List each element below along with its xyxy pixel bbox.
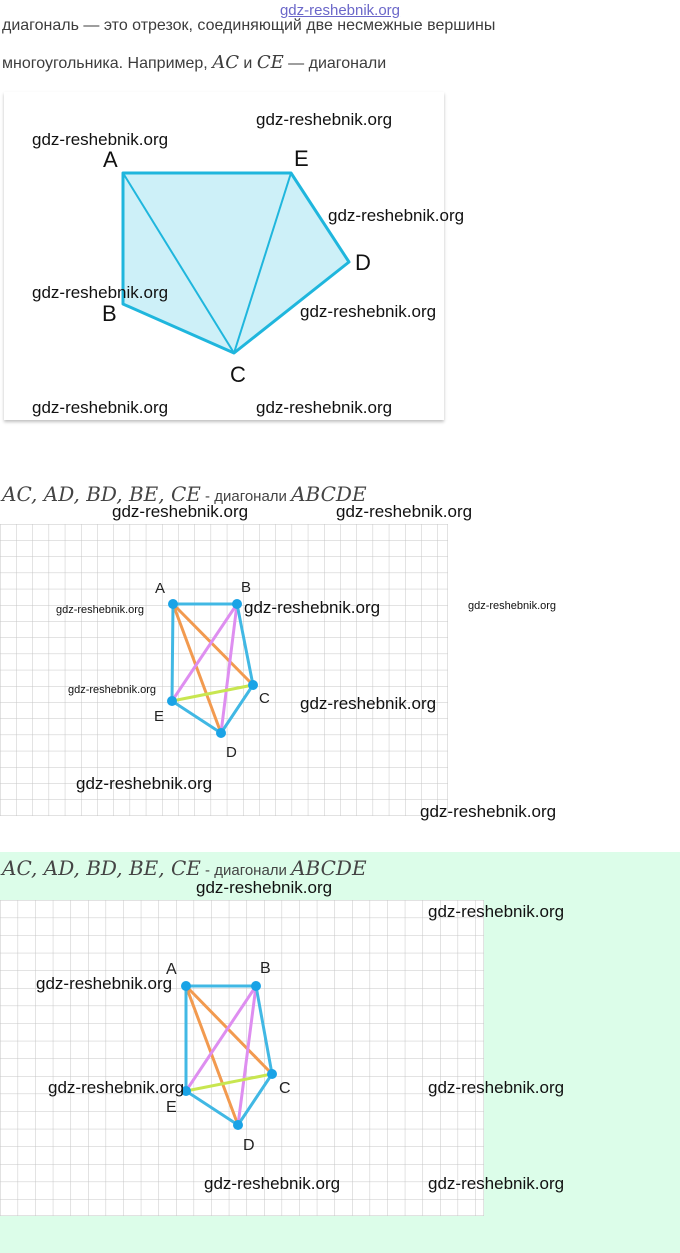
watermark: gdz-reshebnik.org: [328, 206, 465, 225]
grid-figure-1-svg: [0, 524, 448, 816]
watermark: gdz-reshebnik.org: [300, 302, 437, 321]
grid-figure-1: [0, 524, 448, 816]
grid-figure-2: [0, 900, 484, 1216]
watermark: gdz-reshebnik.org: [420, 802, 557, 821]
vertex-point-a: [181, 981, 191, 991]
intro-line-2: [2, 52, 386, 73]
figure2-heading-diagonals: AC, AD, BD, BE, CE: [2, 482, 201, 506]
watermark: gdz-reshebnik.org: [56, 604, 145, 616]
figure3-heading-polygon: ABCDE: [291, 856, 367, 880]
vertex-point-b: [232, 599, 242, 609]
vertex-label-e: E: [294, 146, 309, 171]
watermark: gdz-reshebnik.org: [244, 598, 381, 617]
diagonal-ce: CE: [256, 52, 284, 73]
vertex-label-b: B: [102, 301, 117, 326]
figure3-heading-diagonals: AC, AD, BD, BE, CE: [2, 856, 201, 880]
intro-and: и: [238, 55, 257, 72]
vertex-point-c: [248, 680, 258, 690]
intro-text-after: — диагонали: [283, 55, 387, 72]
vertex-label-c: C: [279, 1080, 291, 1097]
intro-text-before: многоугольника. Например,: [2, 55, 213, 72]
figure2-heading-text: - диагонали: [200, 488, 292, 505]
watermark: gdz-reshebnik.org: [428, 902, 565, 921]
watermark: gdz-reshebnik.org: [112, 502, 249, 521]
grid-background: [0, 900, 484, 1216]
watermark: gdz-reshebnik.org: [300, 694, 437, 713]
vertex-point-d: [216, 728, 226, 738]
grid-figure-2-svg: [0, 900, 484, 1216]
figure2-heading-polygon: ABCDE: [291, 482, 367, 506]
watermark: gdz-reshebnik.org: [204, 1174, 341, 1193]
watermark: gdz-reshebnik.org: [76, 774, 213, 793]
watermark: gdz-reshebnik.org: [256, 398, 393, 417]
vertex-point-e: [167, 696, 177, 706]
vertex-point-c: [267, 1069, 277, 1079]
watermark: gdz-reshebnik.org: [428, 1174, 565, 1193]
watermark: gdz-reshebnik.org: [256, 110, 393, 129]
vertex-label-d: D: [243, 1137, 255, 1154]
vertex-label-c: C: [230, 362, 246, 387]
watermark: gdz-reshebnik.org: [48, 1078, 185, 1097]
figure3-heading: [2, 856, 367, 880]
vertex-label-a: A: [166, 961, 177, 978]
watermark: gdz-reshebnik.org: [32, 283, 169, 302]
site-link[interactable]: gdz-reshebnik.org: [279, 2, 401, 19]
vertex-label-d: D: [355, 250, 371, 275]
watermark: gdz-reshebnik.org: [32, 398, 169, 417]
diagonal-ac: AC: [212, 52, 239, 73]
vertex-label-c: C: [259, 690, 270, 707]
vertex-label-b: B: [260, 960, 271, 977]
watermark: gdz-reshebnik.org: [468, 600, 557, 612]
figure3-heading-text: - диагонали: [200, 862, 292, 879]
grid-background: [0, 524, 448, 816]
watermark: gdz-reshebnik.org: [32, 130, 169, 149]
vertex-point-d: [233, 1120, 243, 1130]
pentagon-shape: [123, 173, 349, 353]
intro-line-1: диагональ — это отрезок, соединяющий две несмежные вершины: [2, 17, 496, 34]
vertex-point-b: [251, 981, 261, 991]
vertex-label-e: E: [154, 708, 165, 725]
vertex-label-a: A: [103, 147, 118, 172]
vertex-point-a: [168, 599, 178, 609]
vertex-label-b: B: [241, 579, 252, 596]
vertex-label-a: A: [155, 580, 166, 597]
watermark: gdz-reshebnik.org: [196, 878, 333, 897]
watermark: gdz-reshebnik.org: [36, 974, 173, 993]
vertex-label-e: E: [166, 1099, 177, 1116]
watermark: gdz-reshebnik.org: [68, 684, 157, 696]
watermark: gdz-reshebnik.org: [336, 502, 473, 521]
vertex-label-d: D: [226, 744, 237, 761]
watermark: gdz-reshebnik.org: [428, 1078, 565, 1097]
